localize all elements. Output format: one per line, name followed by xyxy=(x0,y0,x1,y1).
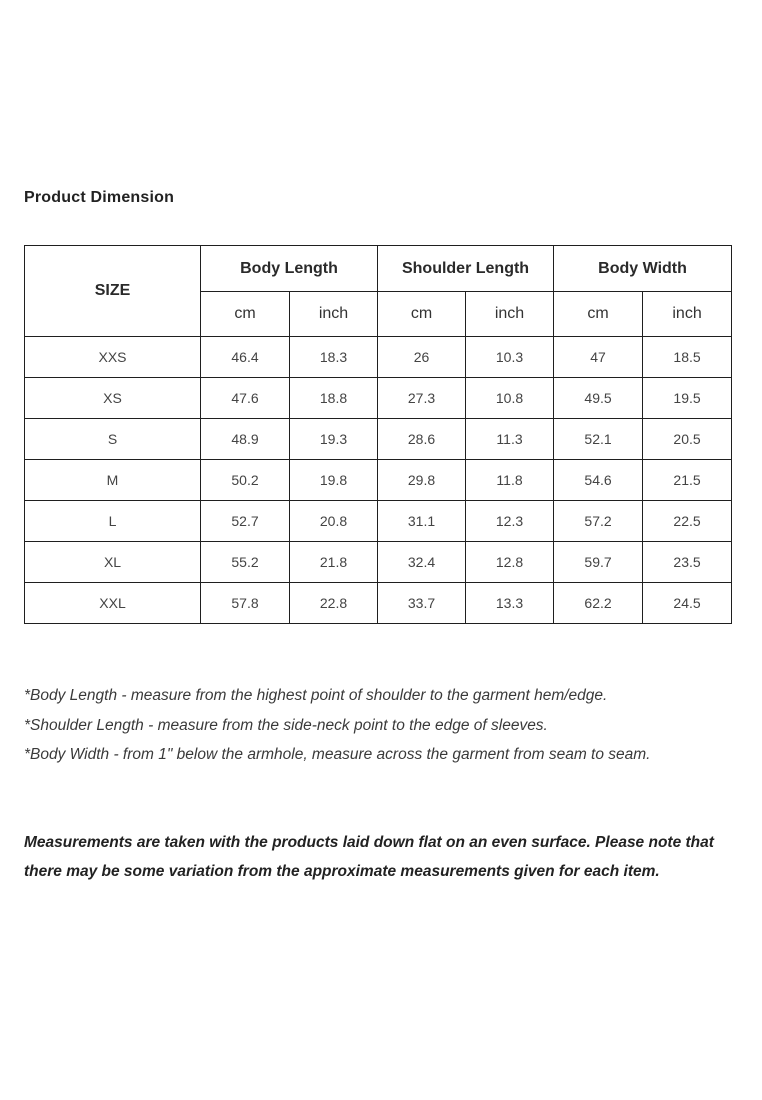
measurement-cell: 20.8 xyxy=(290,501,378,542)
size-label-cell: L xyxy=(25,501,201,542)
measurement-cell: 21.8 xyxy=(290,542,378,583)
measurement-cell: 32.4 xyxy=(378,542,466,583)
unit-header: cm xyxy=(378,292,466,337)
measurement-cell: 11.3 xyxy=(466,419,554,460)
measurement-cell: 19.8 xyxy=(290,460,378,501)
measurement-cell: 31.1 xyxy=(378,501,466,542)
page-title: Product Dimension xyxy=(24,189,175,206)
size-label-cell: M xyxy=(25,460,201,501)
measurement-cell: 29.8 xyxy=(378,460,466,501)
size-label-cell: XXS xyxy=(25,337,201,378)
measurement-cell: 10.8 xyxy=(466,378,554,419)
table-row xyxy=(25,419,732,460)
measurement-cell: 26 xyxy=(378,337,466,378)
measurement-cell: 21.5 xyxy=(643,460,732,501)
table-row xyxy=(25,501,732,542)
size-label-cell: S xyxy=(25,419,201,460)
measurement-cell: 12.3 xyxy=(466,501,554,542)
disclaimer-text: Measurements are taken with the products laid down flat on an even surface. Please note that there may be some variation from the approximate measurements given for each item. xyxy=(24,834,714,880)
table-row xyxy=(25,583,732,624)
measurement-cell: 18.3 xyxy=(290,337,378,378)
measurement-cell: 28.6 xyxy=(378,419,466,460)
measurement-cell: 59.7 xyxy=(554,542,643,583)
table-row xyxy=(25,337,732,378)
measurement-cell: 18.5 xyxy=(643,337,732,378)
unit-header: inch xyxy=(466,292,554,337)
measurement-cell: 47.6 xyxy=(201,378,290,419)
size-label-cell: XXL xyxy=(25,583,201,624)
unit-header: inch xyxy=(643,292,732,337)
measurement-cell: 52.7 xyxy=(201,501,290,542)
note-body-width: *Body Width - from 1" below the armhole, measure across the garment from seam to seam. xyxy=(24,746,651,763)
measurement-cell: 54.6 xyxy=(554,460,643,501)
measurement-cell: 57.2 xyxy=(554,501,643,542)
shoulder-length-header: Shoulder Length xyxy=(378,246,554,292)
measurement-cell: 22.8 xyxy=(290,583,378,624)
size-column-header: SIZE xyxy=(25,246,201,337)
measurement-cell: 19.3 xyxy=(290,419,378,460)
measurement-cell: 20.5 xyxy=(643,419,732,460)
measurement-cell: 52.1 xyxy=(554,419,643,460)
measurement-cell: 22.5 xyxy=(643,501,732,542)
unit-header: cm xyxy=(554,292,643,337)
unit-header: cm xyxy=(201,292,290,337)
note-shoulder-length: *Shoulder Length - measure from the side-neck point to the edge of sleeves. xyxy=(24,716,548,734)
measurement-cell: 13.3 xyxy=(466,583,554,624)
measurement-cell: 46.4 xyxy=(201,337,290,378)
measurement-cell: 62.2 xyxy=(554,583,643,624)
measurement-cell: 23.5 xyxy=(643,542,732,583)
measurement-cell: 57.8 xyxy=(201,583,290,624)
table-row xyxy=(25,542,732,583)
measurement-cell: 48.9 xyxy=(201,419,290,460)
measurement-cell: 49.5 xyxy=(554,378,643,419)
measurement-notes xyxy=(24,681,724,770)
measurement-cell: 24.5 xyxy=(643,583,732,624)
measurement-cell: 19.5 xyxy=(643,378,732,419)
measurement-cell: 10.3 xyxy=(466,337,554,378)
measurement-cell: 55.2 xyxy=(201,542,290,583)
measurement-cell: 47 xyxy=(554,337,643,378)
body-length-header: Body Length xyxy=(201,246,378,292)
body-width-header: Body Width xyxy=(554,246,732,292)
table-header-row xyxy=(25,246,732,292)
measurement-cell: 33.7 xyxy=(378,583,466,624)
measurement-cell: 18.8 xyxy=(290,378,378,419)
size-label-cell: XS xyxy=(25,378,201,419)
size-label-cell: XL xyxy=(25,542,201,583)
table-row xyxy=(25,378,732,419)
measurement-disclaimer xyxy=(24,828,739,886)
unit-header: inch xyxy=(290,292,378,337)
measurement-cell: 50.2 xyxy=(201,460,290,501)
note-body-length: *Body Length - measure from the highest point of shoulder to the garment hem/edge. xyxy=(24,687,608,704)
measurement-cell: 27.3 xyxy=(378,378,466,419)
size-chart-table xyxy=(24,245,732,624)
table-row xyxy=(25,460,732,501)
measurement-cell: 12.8 xyxy=(466,542,554,583)
measurement-cell: 11.8 xyxy=(466,460,554,501)
